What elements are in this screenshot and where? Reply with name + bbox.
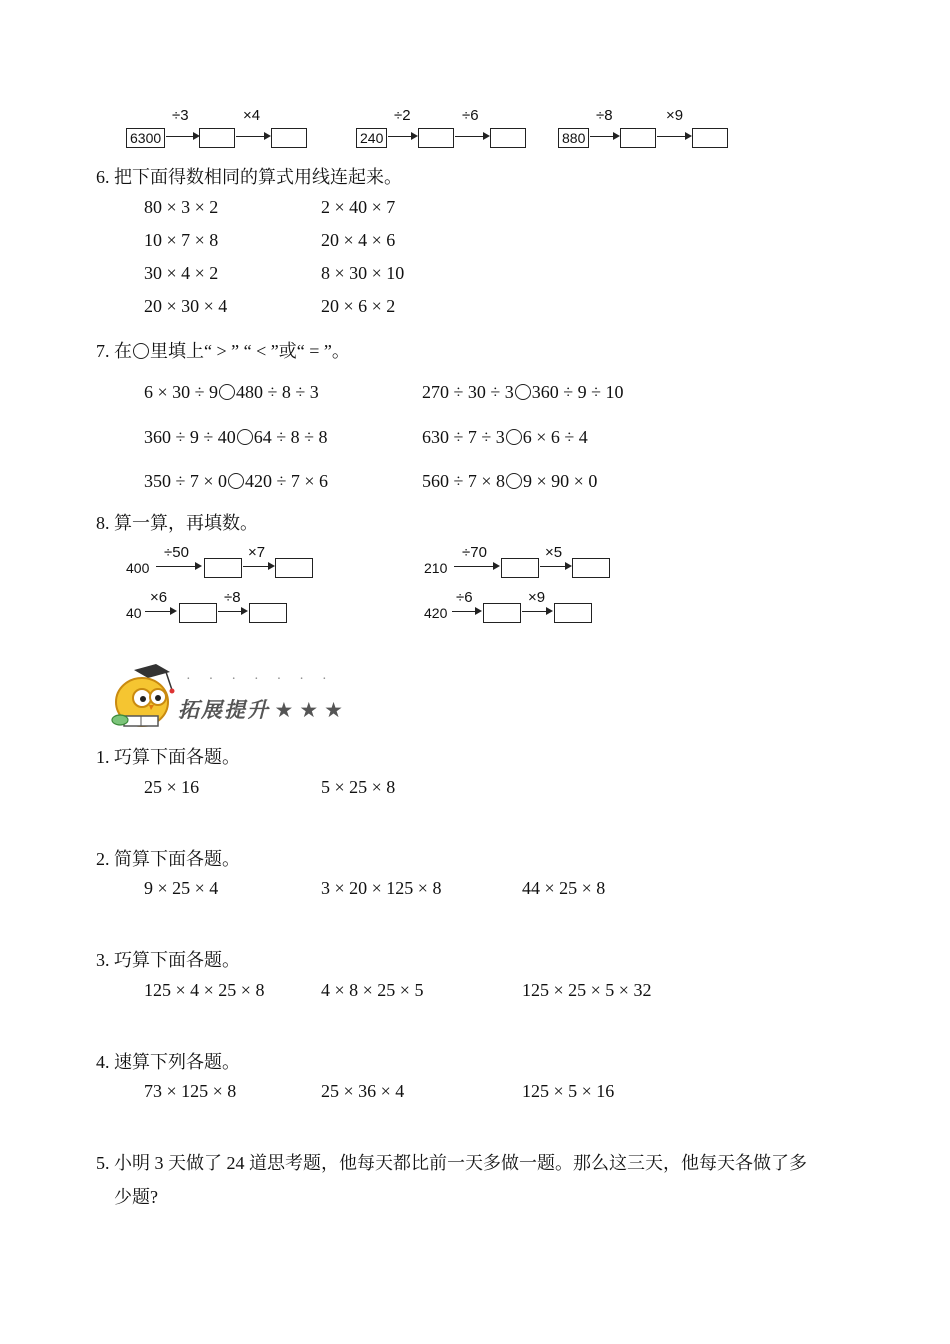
chain-operator: ÷50 bbox=[164, 544, 189, 561]
q7-comparison bbox=[144, 471, 328, 492]
ext-expression: 73 × 125 × 8 bbox=[144, 1081, 237, 1101]
ext-expression: 5 × 25 × 8 bbox=[321, 777, 396, 797]
arrow-icon bbox=[454, 566, 498, 567]
q6-left-expression[interactable]: 80 × 3 × 2 bbox=[144, 197, 219, 217]
answer-box[interactable] bbox=[483, 603, 521, 623]
comparison-right: 6 × 6 ÷ 4 bbox=[522, 427, 588, 447]
star-icon: ★★★ bbox=[274, 698, 349, 722]
comparison-left: 270 ÷ 30 ÷ 3 bbox=[422, 382, 514, 402]
ext-question-5-line1: 5. 小明 3 天做了 24 道思考题，他每天都比前一天多做一题。那么这三天，他每天各做了多 bbox=[96, 1153, 807, 1173]
arrow-icon bbox=[145, 611, 175, 612]
answer-box[interactable] bbox=[249, 603, 287, 623]
arrow-icon bbox=[590, 136, 618, 137]
arrow-icon bbox=[388, 136, 416, 137]
chain-operator: ÷6 bbox=[456, 589, 473, 606]
top-chain-1 bbox=[126, 108, 316, 148]
ext-expression: 4 × 8 × 25 × 5 bbox=[321, 980, 424, 1000]
q6-right-expression[interactable]: 8 × 30 × 10 bbox=[321, 263, 405, 283]
answer-box[interactable] bbox=[179, 603, 217, 623]
arrow-icon bbox=[522, 611, 551, 612]
ext-expression: 9 × 25 × 4 bbox=[144, 878, 219, 898]
comparison-circle[interactable] bbox=[237, 429, 253, 445]
answer-box[interactable] bbox=[418, 128, 454, 148]
comparison-left: 630 ÷ 7 ÷ 3 bbox=[422, 427, 505, 447]
arrow-icon bbox=[236, 136, 269, 137]
comparison-circle[interactable] bbox=[506, 429, 522, 445]
ext-question-5-line2: 少题? bbox=[114, 1187, 158, 1207]
chain-start-value: 6300 bbox=[126, 128, 165, 148]
chain-start-value: 240 bbox=[356, 128, 387, 148]
q8-chain-3 bbox=[126, 583, 291, 623]
banner-dots: ······· bbox=[186, 672, 345, 687]
q6-left-expression[interactable]: 10 × 7 × 8 bbox=[144, 230, 219, 250]
q7-comparison bbox=[422, 427, 588, 448]
circle-icon bbox=[133, 343, 149, 359]
ext-question-2-title: 2. 简算下面各题。 bbox=[96, 849, 240, 869]
answer-box[interactable] bbox=[572, 558, 610, 578]
chain-start-value: 210 bbox=[424, 560, 448, 576]
chain-start-value: 40 bbox=[126, 605, 142, 621]
section-banner bbox=[108, 664, 378, 734]
comparison-left: 6 × 30 ÷ 9 bbox=[144, 382, 219, 402]
q6-right-expression[interactable]: 20 × 4 × 6 bbox=[321, 230, 396, 250]
answer-box[interactable] bbox=[271, 128, 307, 148]
arrow-icon bbox=[166, 136, 198, 137]
chain-operator: ×7 bbox=[248, 544, 266, 561]
q7-title-part-a: 7. 在 bbox=[96, 341, 132, 361]
ext-expression: 25 × 16 bbox=[144, 777, 200, 797]
arrow-icon bbox=[452, 611, 480, 612]
ext-question-4-title: 4. 速算下列各题。 bbox=[96, 1052, 240, 1072]
answer-box[interactable] bbox=[501, 558, 539, 578]
ext-expression: 44 × 25 × 8 bbox=[522, 878, 606, 898]
question-8-title: 8. 算一算，再填数。 bbox=[96, 513, 258, 533]
arrow-icon bbox=[156, 566, 200, 567]
answer-box[interactable] bbox=[692, 128, 728, 148]
q7-comparison bbox=[144, 382, 319, 403]
chain-start-value: 420 bbox=[424, 605, 448, 621]
chain-operator: ÷8 bbox=[596, 107, 613, 124]
chain-operator: ÷6 bbox=[462, 107, 479, 124]
q6-right-expression[interactable]: 20 × 6 × 2 bbox=[321, 296, 396, 316]
comparison-circle[interactable] bbox=[506, 473, 522, 489]
ext-expression: 125 × 5 × 16 bbox=[522, 1081, 615, 1101]
chain-operator: ÷70 bbox=[462, 544, 487, 561]
ext-expression: 125 × 4 × 25 × 8 bbox=[144, 980, 265, 1000]
arrow-icon bbox=[540, 566, 570, 567]
banner-title bbox=[178, 694, 349, 724]
comparison-right: 420 ÷ 7 × 6 bbox=[245, 471, 329, 491]
arrow-icon bbox=[218, 611, 246, 612]
question-6-title: 6. 把下面得数相同的算式用线连起来。 bbox=[96, 167, 402, 187]
comparison-right: 64 ÷ 8 ÷ 8 bbox=[253, 427, 328, 447]
q8-chain-4 bbox=[424, 583, 594, 623]
q8-chain-2 bbox=[424, 538, 614, 578]
ext-expression: 25 × 36 × 4 bbox=[321, 1081, 405, 1101]
comparison-left: 350 ÷ 7 × 0 bbox=[144, 471, 228, 491]
comparison-right: 360 ÷ 9 ÷ 10 bbox=[531, 382, 624, 402]
comparison-left: 560 ÷ 7 × 8 bbox=[422, 471, 506, 491]
chain-start-value: 400 bbox=[126, 560, 150, 576]
answer-box[interactable] bbox=[490, 128, 526, 148]
ext-question-3-title: 3. 巧算下面各题。 bbox=[96, 950, 240, 970]
arrow-icon bbox=[243, 566, 273, 567]
q7-title-part-b: 里填上“ > ” “ < ”或“ = ”。 bbox=[150, 341, 350, 361]
q6-left-expression[interactable]: 20 × 30 × 4 bbox=[144, 296, 228, 316]
question-7-title bbox=[96, 337, 350, 363]
comparison-right: 9 × 90 × 0 bbox=[523, 471, 598, 491]
answer-box[interactable] bbox=[199, 128, 235, 148]
ext-expression: 125 × 25 × 5 × 32 bbox=[522, 980, 652, 1000]
top-chain-3 bbox=[558, 108, 733, 148]
answer-box[interactable] bbox=[204, 558, 242, 578]
owl-mascot-icon bbox=[108, 664, 180, 732]
arrow-icon bbox=[455, 136, 488, 137]
comparison-right: 480 ÷ 8 ÷ 3 bbox=[236, 382, 319, 402]
q7-comparison bbox=[422, 471, 597, 492]
q8-chain-1 bbox=[126, 538, 316, 578]
chain-operator: ÷3 bbox=[172, 107, 189, 124]
chain-operator: ×5 bbox=[545, 544, 563, 561]
answer-box[interactable] bbox=[275, 558, 313, 578]
arrow-icon bbox=[657, 136, 690, 137]
q7-comparison bbox=[144, 427, 328, 448]
comparison-circle[interactable] bbox=[515, 384, 531, 400]
top-chain-2 bbox=[356, 108, 531, 148]
comparison-circle[interactable] bbox=[228, 473, 244, 489]
chain-operator: ÷2 bbox=[394, 107, 411, 124]
comparison-circle[interactable] bbox=[219, 384, 235, 400]
ext-expression: 3 × 20 × 125 × 8 bbox=[321, 878, 442, 898]
chain-operator: ×4 bbox=[243, 107, 261, 124]
ext-question-1-title: 1. 巧算下面各题。 bbox=[96, 747, 240, 767]
chain-operator: ×9 bbox=[666, 107, 684, 124]
answer-box[interactable] bbox=[620, 128, 656, 148]
q7-comparison bbox=[422, 382, 624, 403]
banner-label: 拓展提升 bbox=[178, 698, 270, 722]
chain-operator: ×6 bbox=[150, 589, 168, 606]
chain-operator: ÷8 bbox=[224, 589, 241, 606]
q6-right-expression[interactable]: 2 × 40 × 7 bbox=[321, 197, 396, 217]
q6-left-expression[interactable]: 30 × 4 × 2 bbox=[144, 263, 219, 283]
chain-start-value: 880 bbox=[558, 128, 589, 148]
comparison-left: 360 ÷ 9 ÷ 40 bbox=[144, 427, 236, 447]
chain-operator: ×9 bbox=[528, 589, 546, 606]
answer-box[interactable] bbox=[554, 603, 592, 623]
